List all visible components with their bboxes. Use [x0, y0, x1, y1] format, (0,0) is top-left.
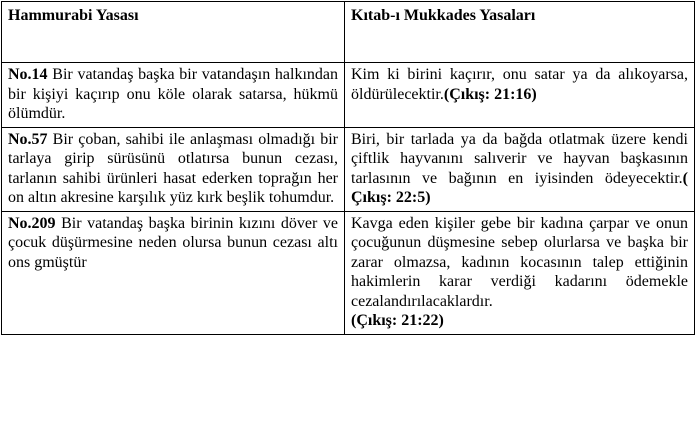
scripture-reference: ( Çıkış: 22:5) — [351, 169, 688, 206]
law-number: No.209 — [8, 214, 56, 232]
law-comparison-table — [1, 1, 695, 335]
law-text: Bir vatandaş başka birinin kızını döver ve çocuk düşürmesine neden olursa bunun cezası altı ons gmüştür — [8, 214, 338, 271]
scripture-reference: (Çıkış: 21:22) — [351, 312, 444, 329]
bible-law-cell — [345, 127, 695, 211]
law-number: No.57 — [8, 130, 48, 148]
bible-law-cell — [345, 211, 695, 334]
table-row — [2, 63, 695, 128]
hammurabi-law-cell — [2, 211, 345, 334]
table-row — [2, 127, 695, 211]
law-text: Bir çoban, sahibi ile anlaşması olmadığı bir tarlaya girip sürüsünü otlatırsa bunun cezası, tarlanın sahibi ürünleri hasat ederken toprağın her on altın akresine karşılık yüz kırk beşlik tohumdur. — [8, 130, 338, 206]
hammurabi-law-cell — [2, 127, 345, 211]
scripture-reference: (Çıkış: 21:16) — [443, 85, 537, 103]
header-bible: Kıtab-ı Mukkades Yasaları — [345, 2, 695, 63]
law-text: Kim ki birini kaçırır, onu satar ya da alıkoyarsa, öldürülecektir. — [351, 66, 688, 103]
hammurabi-law-cell — [2, 63, 345, 128]
law-text: Kavga eden kişiler gebe bir kadına çarpar ve onun çocuğunun düşmesine sebep olurlarsa ve başka bir zarar olmazsa, kadının kocasının talep ettiğinin hakimlerin karar verdiği kadarını ödemekle cezalandırılacaklardır. — [351, 214, 688, 310]
header-hammurabi: Hammurabi Yasası — [2, 2, 345, 63]
bible-law-cell — [345, 63, 695, 128]
law-text: Bir vatandaş başka bir vatandaşın halkından bir kişiyi kaçırıp onu köle olarak satarsa, hükmü ölümdür. — [8, 66, 338, 122]
law-number: No.14 — [8, 66, 48, 83]
table-row — [2, 211, 695, 334]
law-text: Biri, bir tarlada ya da bağda otlatmak üzere kendi çiftlik hayvanını salıverir ve hayvan başkasının tarlasının ve bağının en iyisinden ödeyecektir. — [351, 130, 688, 187]
header-row — [2, 2, 695, 63]
